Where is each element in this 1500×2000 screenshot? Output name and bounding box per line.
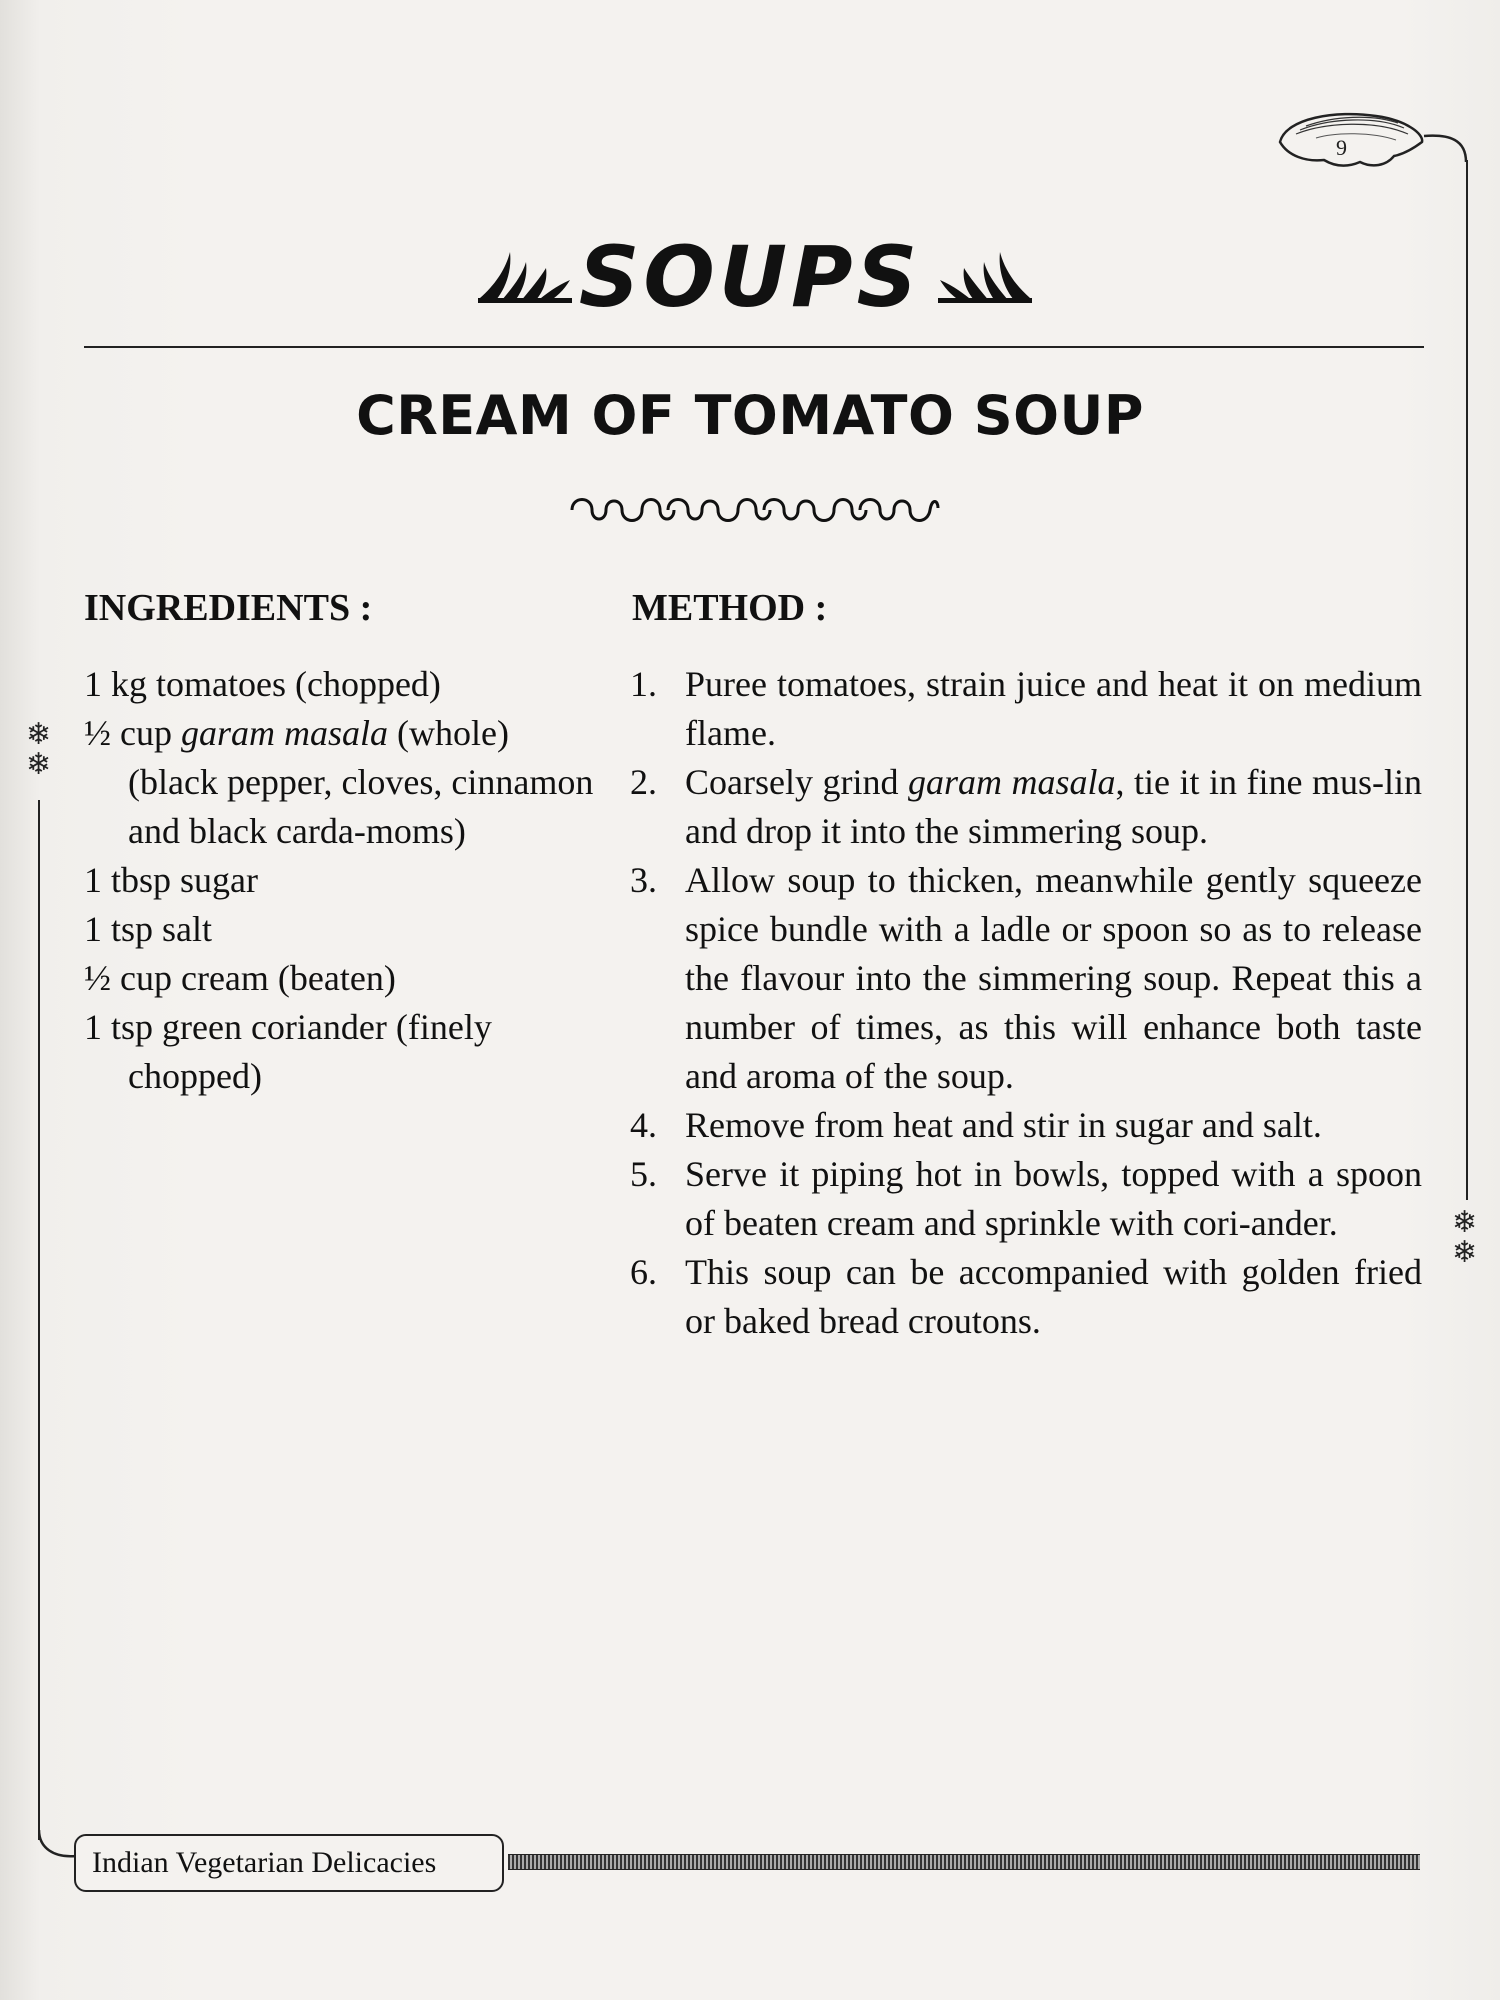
ingredient-item: 1 tsp salt xyxy=(84,909,213,949)
method-step xyxy=(630,856,1422,1101)
ingredient-item: ½ cup cream (beaten) xyxy=(84,958,396,998)
ingredient-item: 1 tbsp sugar xyxy=(84,860,258,900)
step-number: 5. xyxy=(630,1154,657,1194)
step-text: Serve it piping hot in bowls, topped with a spoon of beaten cream and sprinkle with cori-ander. xyxy=(685,1154,1422,1243)
scroll-divider-icon xyxy=(566,490,942,528)
ingredient-text: ½ cup xyxy=(84,713,181,753)
step-text: , tie it in fine mus-lin and drop it into the simmering soup. xyxy=(685,762,1422,851)
step-text: Puree tomatoes, strain juice and heat it on medium flame. xyxy=(685,664,1422,753)
shell-page-badge-icon xyxy=(1276,108,1426,172)
ingredients-heading: INGREDIENTS : xyxy=(84,587,373,629)
frame-corner-bottom-left xyxy=(38,1830,78,1860)
ingredient-text-italic: garam masala xyxy=(180,713,389,753)
step-number: 6. xyxy=(630,1252,657,1292)
method-step xyxy=(630,1101,1422,1150)
leaf-sprig-icon xyxy=(936,248,1034,304)
recipe-title: CREAM OF TOMATO SOUP xyxy=(356,384,1144,447)
step-text: This soup can be accompanied with golden fried or baked bread croutons. xyxy=(685,1252,1422,1341)
ingredient-item: 1 kg tomatoes (chopped) xyxy=(84,664,441,704)
step-text: Allow soup to thicken, meanwhile gently squeeze spice bundle with a ladle or spoon so as to release the flavour into the simmering soup. Repeat this a number of times, as this will enhance both taste and aroma of the soup. xyxy=(685,860,1422,1096)
page-number: 9 xyxy=(1336,135,1347,160)
step-number: 4. xyxy=(630,1105,657,1145)
method-step xyxy=(630,660,1422,758)
method-heading: METHOD : xyxy=(632,587,828,629)
step-text: Remove from heat and stir in sugar and salt. xyxy=(685,1105,1322,1145)
method-step xyxy=(630,1150,1422,1248)
snowflake-star-icon: ❄ ❄ xyxy=(26,718,52,781)
ingredients-list xyxy=(84,660,604,1101)
method-list xyxy=(630,660,1422,1346)
ingredient-text: (whole) (black pepper, cloves, cinnamon and black carda-moms) xyxy=(128,713,594,851)
step-number: 3. xyxy=(630,860,657,900)
frame-corner-top-right xyxy=(1420,130,1470,164)
step-number: 1. xyxy=(630,664,657,704)
frame-line-left xyxy=(38,800,40,1840)
step-number: 2. xyxy=(630,762,657,802)
method-step xyxy=(630,1248,1422,1346)
header-rule xyxy=(84,346,1424,348)
ingredient-item: 1 tsp green coriander (finely chopped) xyxy=(84,1007,492,1096)
section-title: SOUPS xyxy=(578,228,922,326)
step-text-italic: garam masala xyxy=(907,762,1116,802)
book-title-footer: Indian Vegetarian Delicacies xyxy=(74,1834,504,1892)
step-text: Coarsely grind xyxy=(685,762,908,802)
method-step xyxy=(630,758,1422,856)
footer-hatched-bar xyxy=(508,1854,1420,1870)
snowflake-star-icon: ❄ ❄ xyxy=(1452,1206,1478,1269)
ingredient-item xyxy=(84,709,604,856)
